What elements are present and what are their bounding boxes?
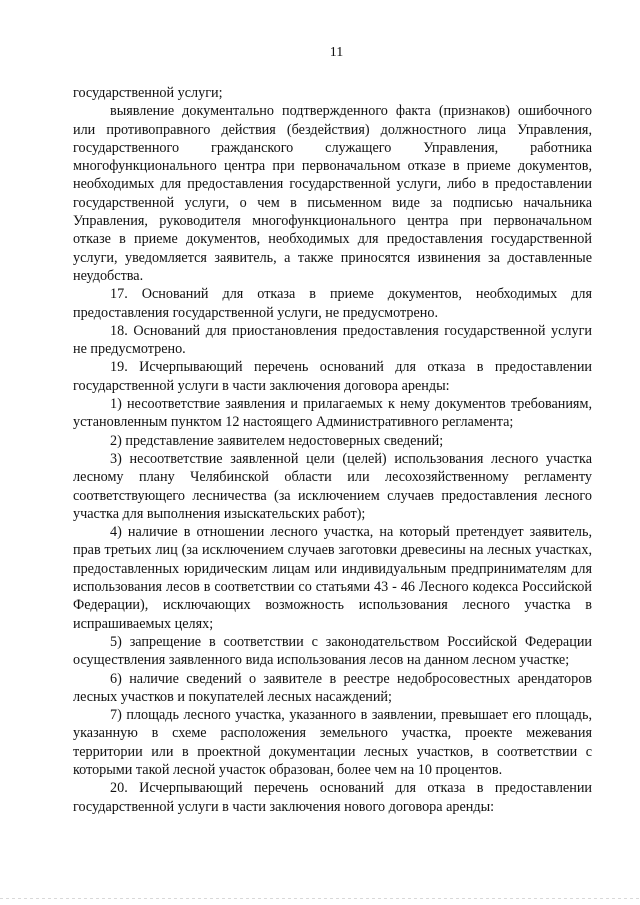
paragraph: 19. Исчерпывающий перечень оснований для отказа в предоставлении государственной услуги в части заключения договора аренды: bbox=[73, 359, 592, 394]
paragraph: выявление документально подтвержденного факта (признаков) ошибочного или противоправного действия (бездействия) должностного лица Управления, государственного гражданского служащего Управления, работника многофункционального центра при первоначальном отказе в приеме документов, необходимых для предоставления государственной услуги, либо в предоставлении государственной услуги, о чем в письменном виде за подписью начальника Управления, руководителя многофункционального центра при первоначальном отказе в приеме документов, необходимых для предоставления государственной услуги, уведомляется заявитель, а также приносятся извинения за доставленные неудобства. bbox=[73, 103, 592, 284]
list-item: 7) площадь лесного участка, указанного в заявлении, превышает его площадь, указанную в схеме расположения земельного участка, проекте межевания территории или в проектной документации лесных участков, в соответствии с которыми такой лесной участок образован, более чем на 10 процентов. bbox=[73, 707, 592, 778]
paragraph: государственной услуги; bbox=[73, 85, 223, 101]
paragraph: 18. Оснований для приостановления предоставления государственной услуги не предусмотрено. bbox=[73, 322, 592, 358]
document-body bbox=[73, 84, 592, 816]
paragraph: 20. Исчерпывающий перечень оснований для отказа в предоставлении государственной услуги в части заключения нового договора аренды: bbox=[73, 780, 592, 815]
list-item: 3) несоответствие заявленной цели (целей) использования лесного участка лесному плану Челябинской области или лесохозяйственному регламенту соответствующего лесничества (за исключением случаев предоставления лесного участка для выполнения изыскательских работ); bbox=[73, 450, 592, 522]
paragraph: 17. Оснований для отказа в приеме документов, необходимых для предоставления государственной услуги, не предусмотрено. bbox=[73, 286, 592, 321]
list-item: 6) наличие сведений о заявителе в реестре недобросовестных арендаторов лесных участков и покупателей лесных насаждений; bbox=[73, 670, 592, 705]
list-item: 5) запрещение в соответствии с законодательством Российской Федерации осуществления заявленного вида использования лесов на данном лесном участке; bbox=[73, 633, 592, 669]
page-number: 11 bbox=[329, 45, 344, 60]
list-item: 2) представление заявителем недостоверных сведений; bbox=[110, 432, 444, 449]
scan-edge-divider bbox=[0, 898, 640, 899]
list-item: 4) наличие в отношении лесного участка, на который претендует заявитель, прав третьих лиц (за исключением случаев заготовки древесины на лесных участках, предоставленных юридическим лицам или индивидуальным предпринимателям для использования лесов в соответствии со статьями 43 - 46 Лесного кодекса Российской Федерации), исключающих возможность использования лесного участка в испрашиваемых целях; bbox=[73, 524, 592, 632]
list-item: 1) несоответствие заявления и прилагаемых к нему документов требованиям, установленным пунктом 12 настоящего Административного регламента; bbox=[73, 396, 592, 431]
